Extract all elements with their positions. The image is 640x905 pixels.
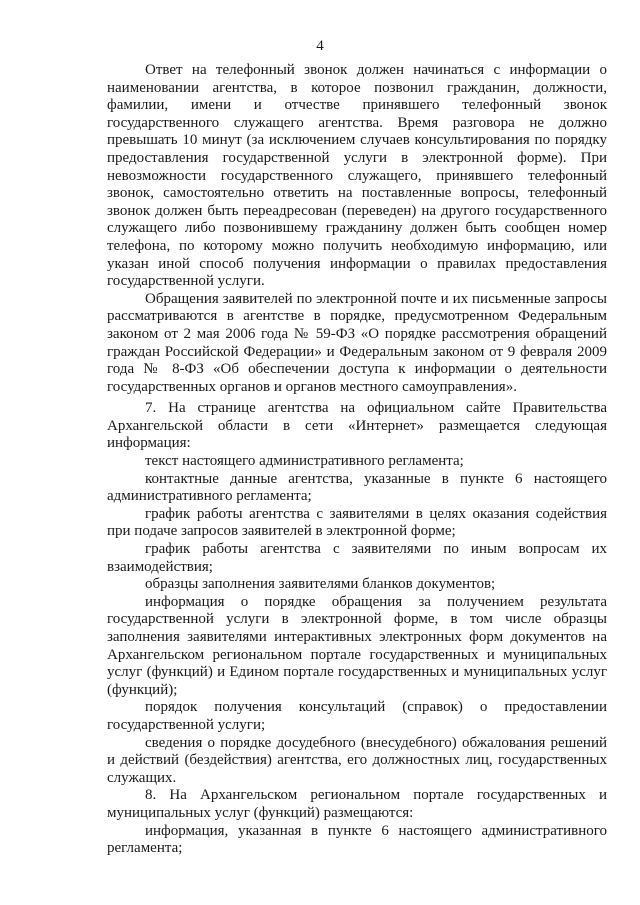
list-item: порядок получения консультаций (справок) о предоставлении государственной услуги;	[107, 699, 607, 733]
list-item: образцы заполнения заявителями бланков документов;	[145, 576, 496, 593]
paragraph-email-requests: Обращения заявителей по электронной почте и их письменные запросы рассматриваются в агентстве в порядке, предусмотренном Федеральным законом от 2 мая 2006 года № 59-ФЗ «О порядке рассмотрения обращений граждан Российской Федерации» и Федеральным законом от 9 февраля 2009 года № 8-ФЗ «Об обеспечении доступа к информации о деятельности государственных органов и органов местного самоуправления».	[107, 290, 607, 395]
paragraph-phone-call: Ответ на телефонный звонок должен начинаться с информации о наименовании агентства, в которое позвонил гражданин, должности, фамилии, имени и отчестве принявшего телефонный звонок государственного служащего агентства. Время разговора не должно превышать 10 минут (за исключением случаев консультирования по порядку предоставления государственной услуги в электронной форме). При невозможности государственного служащего, принявшего телефонный звонок, самостоятельно ответить на поставленные вопросы, телефонный звонок должен быть переадресован (переведен) на другого государственного служащего либо позвонившему гражданину должен быть сообщен номер телефона, по которому можно получить необходимую информацию, или указан иной способ получения информации о правилах предоставления государственной услуги.	[107, 62, 607, 290]
list-item: информация о порядке обращения за получением результата государственной услуги в электронной форме, в том числе образцы заполнения заявителями интерактивных электронных форм документов на Архангельском региональном портале государственных и муниципальных услуг (функций) и Едином портале государственных и муниципальных услуг (функций);	[107, 593, 607, 698]
list-item: сведения о порядке досудебного (внесудебного) обжалования решений и действий (бездействия) агентства, его должностных лиц, государственных служащих.	[107, 734, 607, 786]
page-number: 4	[316, 38, 324, 54]
list-item: контактные данные агентства, указанные в пункте 6 настоящего административного регламента;	[107, 470, 607, 505]
list-item: текст настоящего административного регламента;	[145, 453, 464, 470]
paragraph-item-7: 7. На странице агентства на официальном сайте Правительства Архангельской области в сети «Интернет» размещается следующая информация:	[107, 400, 607, 452]
list-item: информация, указанная в пункте 6 настоящего административного регламента;	[107, 822, 607, 857]
list-item: график работы агентства с заявителями в целях оказания содействия при подаче запросов заявителей в электронной форме;	[107, 505, 607, 540]
document-body	[107, 62, 607, 858]
paragraph-item-8: 8. На Архангельском региональном портале государственных и муниципальных услуг (функций) размещаются:	[107, 787, 607, 821]
list-item: график работы агентства с заявителями по иным вопросам их взаимодействия;	[107, 541, 607, 575]
